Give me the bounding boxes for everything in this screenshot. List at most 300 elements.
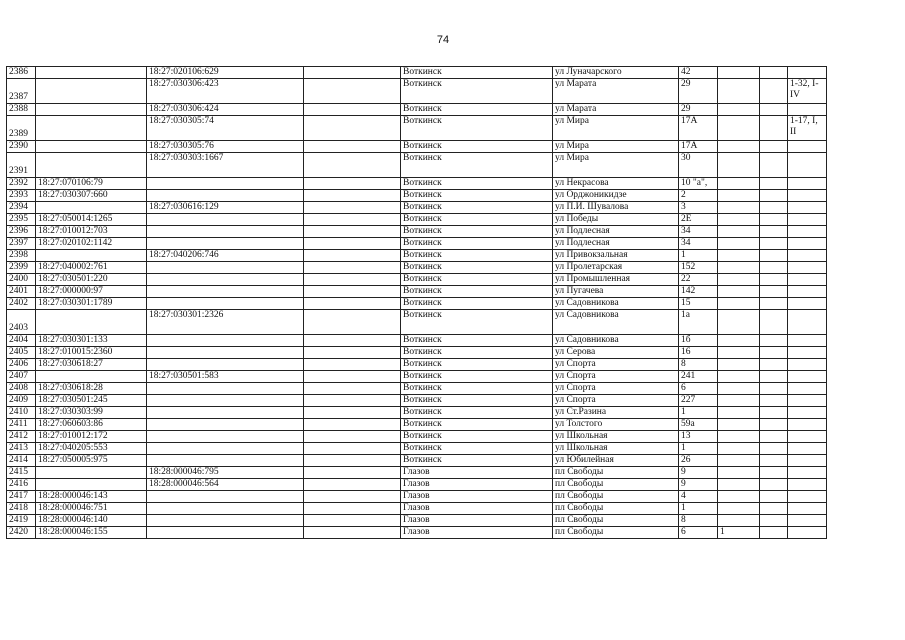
extra-cell	[718, 431, 760, 443]
cadastral-number-cell: 18:27:050005:975	[36, 455, 147, 467]
empty-cell	[304, 467, 401, 479]
extra-cell-2	[760, 383, 788, 395]
empty-cell	[304, 310, 401, 335]
city-cell: Воткинск	[401, 383, 553, 395]
cadastral-number-alt-cell	[147, 238, 304, 250]
extra-cell-2	[760, 153, 788, 178]
cadastral-number-cell	[36, 479, 147, 491]
table-row	[7, 190, 827, 202]
city-cell: Воткинск	[401, 359, 553, 371]
extra-cell	[718, 214, 760, 226]
extra-cell	[718, 226, 760, 238]
extra-cell	[718, 79, 760, 104]
house-number-cell: 42	[679, 67, 718, 79]
city-cell: Глазов	[401, 527, 553, 539]
city-cell: Глазов	[401, 479, 553, 491]
premises-note-cell	[788, 67, 827, 79]
extra-cell-2	[760, 202, 788, 214]
empty-cell	[304, 491, 401, 503]
table-row	[7, 226, 827, 238]
empty-cell	[304, 238, 401, 250]
extra-cell	[718, 503, 760, 515]
house-number-cell: 29	[679, 79, 718, 104]
cadastral-number-alt-cell	[147, 347, 304, 359]
cadastral-number-cell	[36, 250, 147, 262]
city-cell: Воткинск	[401, 104, 553, 116]
city-cell: Воткинск	[401, 250, 553, 262]
city-cell: Воткинск	[401, 116, 553, 141]
extra-cell	[718, 443, 760, 455]
row-number-cell: 2420	[7, 527, 36, 539]
premises-note-cell	[788, 491, 827, 503]
table-row	[7, 479, 827, 491]
empty-cell	[304, 104, 401, 116]
row-number-cell: 2401	[7, 286, 36, 298]
empty-cell	[304, 286, 401, 298]
extra-cell	[718, 202, 760, 214]
table-row	[7, 116, 827, 141]
table-row	[7, 153, 827, 178]
extra-cell-2	[760, 238, 788, 250]
empty-cell	[304, 371, 401, 383]
row-number-cell: 2409	[7, 395, 36, 407]
premises-note-cell	[788, 515, 827, 527]
table-row	[7, 527, 827, 539]
empty-cell	[304, 479, 401, 491]
empty-cell	[304, 67, 401, 79]
city-cell: Воткинск	[401, 274, 553, 286]
street-cell: ул Промышленная	[553, 274, 679, 286]
extra-cell-2	[760, 310, 788, 335]
extra-cell	[718, 383, 760, 395]
city-cell: Воткинск	[401, 153, 553, 178]
row-number-cell: 2398	[7, 250, 36, 262]
premises-note-cell	[788, 431, 827, 443]
house-number-cell: 17А	[679, 141, 718, 153]
registry-table	[6, 66, 827, 539]
table-row	[7, 274, 827, 286]
cadastral-number-cell	[36, 79, 147, 104]
extra-cell-2	[760, 214, 788, 226]
row-number-cell: 2402	[7, 298, 36, 310]
cadastral-number-cell	[36, 310, 147, 335]
extra-cell-2	[760, 274, 788, 286]
premises-note-cell	[788, 226, 827, 238]
table-row	[7, 431, 827, 443]
cadastral-number-alt-cell	[147, 190, 304, 202]
cadastral-number-cell: 18:27:030301:133	[36, 335, 147, 347]
house-number-cell: 6	[679, 383, 718, 395]
cadastral-number-cell: 18:27:050014:1265	[36, 214, 147, 226]
street-cell: ул П.И. Шувалова	[553, 202, 679, 214]
extra-cell-2	[760, 527, 788, 539]
cadastral-number-alt-cell	[147, 286, 304, 298]
street-cell: ул Мира	[553, 153, 679, 178]
premises-note-cell	[788, 419, 827, 431]
street-cell: ул Орджоникидзе	[553, 190, 679, 202]
row-number-cell: 2413	[7, 443, 36, 455]
house-number-cell: 8	[679, 359, 718, 371]
premises-note-cell	[788, 238, 827, 250]
cadastral-number-cell	[36, 104, 147, 116]
city-cell: Воткинск	[401, 226, 553, 238]
street-cell: пл Свободы	[553, 491, 679, 503]
cadastral-number-cell: 18:28:000046:155	[36, 527, 147, 539]
extra-cell	[718, 141, 760, 153]
city-cell: Воткинск	[401, 419, 553, 431]
cadastral-number-alt-cell: 18:27:030305:74	[147, 116, 304, 141]
extra-cell	[718, 116, 760, 141]
row-number-cell: 2411	[7, 419, 36, 431]
house-number-cell: 1	[679, 250, 718, 262]
street-cell: ул Некрасова	[553, 178, 679, 190]
cadastral-number-alt-cell	[147, 491, 304, 503]
empty-cell	[304, 250, 401, 262]
house-number-cell: 29	[679, 104, 718, 116]
street-cell: ул Школьная	[553, 431, 679, 443]
row-number-cell: 2406	[7, 359, 36, 371]
row-number-cell: 2396	[7, 226, 36, 238]
street-cell: ул Спорта	[553, 383, 679, 395]
extra-cell	[718, 407, 760, 419]
row-number-cell: 2390	[7, 141, 36, 153]
cadastral-number-alt-cell	[147, 455, 304, 467]
cadastral-number-alt-cell	[147, 431, 304, 443]
city-cell: Глазов	[401, 491, 553, 503]
empty-cell	[304, 395, 401, 407]
extra-cell-2	[760, 467, 788, 479]
extra-cell	[718, 67, 760, 79]
house-number-cell: 2	[679, 190, 718, 202]
cadastral-number-alt-cell	[147, 443, 304, 455]
city-cell: Воткинск	[401, 431, 553, 443]
city-cell: Воткинск	[401, 141, 553, 153]
city-cell: Воткинск	[401, 262, 553, 274]
cadastral-number-alt-cell	[147, 383, 304, 395]
extra-cell	[718, 153, 760, 178]
street-cell: ул Школьная	[553, 443, 679, 455]
street-cell: ул Ст.Разина	[553, 407, 679, 419]
extra-cell-2	[760, 359, 788, 371]
house-number-cell: 15	[679, 298, 718, 310]
table-row	[7, 250, 827, 262]
extra-cell-2	[760, 407, 788, 419]
cadastral-number-alt-cell: 18:27:030301:2326	[147, 310, 304, 335]
table-row	[7, 371, 827, 383]
extra-cell-2	[760, 371, 788, 383]
premises-note-cell	[788, 371, 827, 383]
table-row	[7, 286, 827, 298]
house-number-cell: 22	[679, 274, 718, 286]
city-cell: Воткинск	[401, 371, 553, 383]
premises-note-cell	[788, 383, 827, 395]
cadastral-number-cell: 18:27:030618:27	[36, 359, 147, 371]
table-row	[7, 491, 827, 503]
cadastral-number-alt-cell	[147, 214, 304, 226]
cadastral-number-alt-cell: 18:28:000046:795	[147, 467, 304, 479]
street-cell: пл Свободы	[553, 503, 679, 515]
empty-cell	[304, 262, 401, 274]
cadastral-number-alt-cell: 18:27:030303:1667	[147, 153, 304, 178]
city-cell: Воткинск	[401, 286, 553, 298]
premises-note-cell	[788, 479, 827, 491]
row-number-cell: 2387	[7, 79, 36, 104]
street-cell: ул Пролетарская	[553, 262, 679, 274]
empty-cell	[304, 202, 401, 214]
house-number-cell: 6	[679, 527, 718, 539]
empty-cell	[304, 190, 401, 202]
house-number-cell: 34	[679, 238, 718, 250]
cadastral-number-alt-cell	[147, 262, 304, 274]
street-cell: пл Свободы	[553, 515, 679, 527]
row-number-cell: 2412	[7, 431, 36, 443]
extra-cell	[718, 395, 760, 407]
house-number-cell: 1б	[679, 335, 718, 347]
street-cell: ул Спорта	[553, 371, 679, 383]
table-row	[7, 298, 827, 310]
premises-note-cell	[788, 104, 827, 116]
table-row	[7, 141, 827, 153]
extra-cell	[718, 286, 760, 298]
premises-note-cell	[788, 153, 827, 178]
house-number-cell: 1	[679, 503, 718, 515]
cadastral-number-alt-cell	[147, 419, 304, 431]
extra-cell	[718, 238, 760, 250]
cadastral-number-alt-cell: 18:27:030306:424	[147, 104, 304, 116]
extra-cell	[718, 347, 760, 359]
row-number-cell: 2407	[7, 371, 36, 383]
extra-cell-2	[760, 226, 788, 238]
table-row	[7, 214, 827, 226]
cadastral-number-cell: 18:27:030501:220	[36, 274, 147, 286]
cadastral-number-alt-cell: 18:27:030305:76	[147, 141, 304, 153]
row-number-cell: 2417	[7, 491, 36, 503]
extra-cell-2	[760, 503, 788, 515]
city-cell: Воткинск	[401, 67, 553, 79]
extra-cell-2	[760, 67, 788, 79]
page-number: 74	[436, 34, 450, 46]
street-cell: ул Пугачева	[553, 286, 679, 298]
cadastral-number-cell: 18:28:000046:143	[36, 491, 147, 503]
premises-note-cell	[788, 347, 827, 359]
city-cell: Воткинск	[401, 298, 553, 310]
table-row	[7, 178, 827, 190]
empty-cell	[304, 443, 401, 455]
row-number-cell: 2393	[7, 190, 36, 202]
house-number-cell: 4	[679, 491, 718, 503]
row-number-cell: 2389	[7, 116, 36, 141]
table-row	[7, 79, 827, 104]
extra-cell	[718, 310, 760, 335]
extra-cell-2	[760, 455, 788, 467]
house-number-cell: 30	[679, 153, 718, 178]
extra-cell-2	[760, 335, 788, 347]
cadastral-number-cell: 18:27:010012:703	[36, 226, 147, 238]
extra-cell	[718, 515, 760, 527]
extra-cell	[718, 190, 760, 202]
cadastral-number-cell: 18:27:060603:86	[36, 419, 147, 431]
premises-note-cell: 1-32, I-IV	[788, 79, 827, 104]
empty-cell	[304, 141, 401, 153]
cadastral-number-cell: 18:28:000046:140	[36, 515, 147, 527]
premises-note-cell	[788, 286, 827, 298]
row-number-cell: 2400	[7, 274, 36, 286]
premises-note-cell	[788, 190, 827, 202]
premises-note-cell: 1-17, I, II	[788, 116, 827, 141]
extra-cell-2	[760, 395, 788, 407]
extra-cell: 1	[718, 527, 760, 539]
cadastral-number-alt-cell	[147, 298, 304, 310]
cadastral-number-cell	[36, 116, 147, 141]
empty-cell	[304, 407, 401, 419]
house-number-cell: 1	[679, 443, 718, 455]
cadastral-number-alt-cell: 18:27:030616:129	[147, 202, 304, 214]
empty-cell	[304, 226, 401, 238]
house-number-cell: 3	[679, 202, 718, 214]
street-cell: ул Луначарского	[553, 67, 679, 79]
house-number-cell: 9	[679, 479, 718, 491]
empty-cell	[304, 515, 401, 527]
city-cell: Воткинск	[401, 395, 553, 407]
house-number-cell: 59а	[679, 419, 718, 431]
row-number-cell: 2414	[7, 455, 36, 467]
extra-cell	[718, 335, 760, 347]
empty-cell	[304, 503, 401, 515]
cadastral-number-alt-cell	[147, 503, 304, 515]
extra-cell-2	[760, 262, 788, 274]
premises-note-cell	[788, 141, 827, 153]
cadastral-number-alt-cell	[147, 527, 304, 539]
cadastral-number-alt-cell: 18:27:020106:629	[147, 67, 304, 79]
cadastral-number-alt-cell	[147, 359, 304, 371]
city-cell: Воткинск	[401, 335, 553, 347]
premises-note-cell	[788, 310, 827, 335]
street-cell: ул Садовникова	[553, 335, 679, 347]
house-number-cell: 1а	[679, 310, 718, 335]
extra-cell-2	[760, 443, 788, 455]
premises-note-cell	[788, 250, 827, 262]
empty-cell	[304, 419, 401, 431]
cadastral-number-alt-cell: 18:27:030501:583	[147, 371, 304, 383]
table-row	[7, 202, 827, 214]
empty-cell	[304, 359, 401, 371]
street-cell: пл Свободы	[553, 467, 679, 479]
row-number-cell: 2419	[7, 515, 36, 527]
extra-cell-2	[760, 286, 788, 298]
row-number-cell: 2405	[7, 347, 36, 359]
extra-cell-2	[760, 347, 788, 359]
row-number-cell: 2395	[7, 214, 36, 226]
empty-cell	[304, 153, 401, 178]
house-number-cell: 9	[679, 467, 718, 479]
premises-note-cell	[788, 443, 827, 455]
cadastral-number-alt-cell: 18:27:040206:746	[147, 250, 304, 262]
street-cell: пл Свободы	[553, 479, 679, 491]
table-row	[7, 467, 827, 479]
extra-cell	[718, 479, 760, 491]
empty-cell	[304, 335, 401, 347]
empty-cell	[304, 455, 401, 467]
house-number-cell: 8	[679, 515, 718, 527]
city-cell: Воткинск	[401, 310, 553, 335]
extra-cell	[718, 491, 760, 503]
street-cell: ул Садовникова	[553, 310, 679, 335]
extra-cell-2	[760, 178, 788, 190]
table-row	[7, 419, 827, 431]
extra-cell-2	[760, 190, 788, 202]
cadastral-number-cell: 18:27:000000:97	[36, 286, 147, 298]
cadastral-number-alt-cell: 18:28:000046:564	[147, 479, 304, 491]
house-number-cell: 16	[679, 347, 718, 359]
city-cell: Глазов	[401, 467, 553, 479]
extra-cell-2	[760, 431, 788, 443]
extra-cell	[718, 104, 760, 116]
cadastral-number-cell	[36, 141, 147, 153]
extra-cell	[718, 467, 760, 479]
cadastral-number-cell	[36, 467, 147, 479]
row-number-cell: 2403	[7, 310, 36, 335]
cadastral-number-alt-cell	[147, 515, 304, 527]
city-cell: Воткинск	[401, 202, 553, 214]
city-cell: Воткинск	[401, 178, 553, 190]
empty-cell	[304, 178, 401, 190]
cadastral-number-cell	[36, 371, 147, 383]
city-cell: Глазов	[401, 503, 553, 515]
extra-cell	[718, 262, 760, 274]
extra-cell-2	[760, 419, 788, 431]
cadastral-number-alt-cell	[147, 226, 304, 238]
table-row	[7, 359, 827, 371]
cadastral-number-cell: 18:27:030501:245	[36, 395, 147, 407]
cadastral-number-cell: 18:27:030307:660	[36, 190, 147, 202]
row-number-cell: 2386	[7, 67, 36, 79]
premises-note-cell	[788, 202, 827, 214]
extra-cell-2	[760, 515, 788, 527]
premises-note-cell	[788, 527, 827, 539]
extra-cell	[718, 250, 760, 262]
table-row	[7, 383, 827, 395]
extra-cell	[718, 298, 760, 310]
row-number-cell: 2410	[7, 407, 36, 419]
table-row	[7, 515, 827, 527]
row-number-cell: 2388	[7, 104, 36, 116]
row-number-cell: 2399	[7, 262, 36, 274]
street-cell: ул Толстого	[553, 419, 679, 431]
house-number-cell: 26	[679, 455, 718, 467]
extra-cell	[718, 178, 760, 190]
premises-note-cell	[788, 274, 827, 286]
street-cell: ул Подлесная	[553, 226, 679, 238]
premises-note-cell	[788, 503, 827, 515]
empty-cell	[304, 383, 401, 395]
street-cell: пл Свободы	[553, 527, 679, 539]
street-cell: ул Марата	[553, 104, 679, 116]
city-cell: Воткинск	[401, 443, 553, 455]
cadastral-number-alt-cell: 18:27:030306:423	[147, 79, 304, 104]
extra-cell	[718, 371, 760, 383]
city-cell: Воткинск	[401, 79, 553, 104]
cadastral-number-cell: 18:27:030303:99	[36, 407, 147, 419]
cadastral-number-cell: 18:27:010015:2360	[36, 347, 147, 359]
street-cell: ул Спорта	[553, 395, 679, 407]
extra-cell-2	[760, 79, 788, 104]
premises-note-cell	[788, 335, 827, 347]
premises-note-cell	[788, 467, 827, 479]
extra-cell-2	[760, 479, 788, 491]
house-number-cell: 10 "а",	[679, 178, 718, 190]
empty-cell	[304, 274, 401, 286]
extra-cell-2	[760, 141, 788, 153]
